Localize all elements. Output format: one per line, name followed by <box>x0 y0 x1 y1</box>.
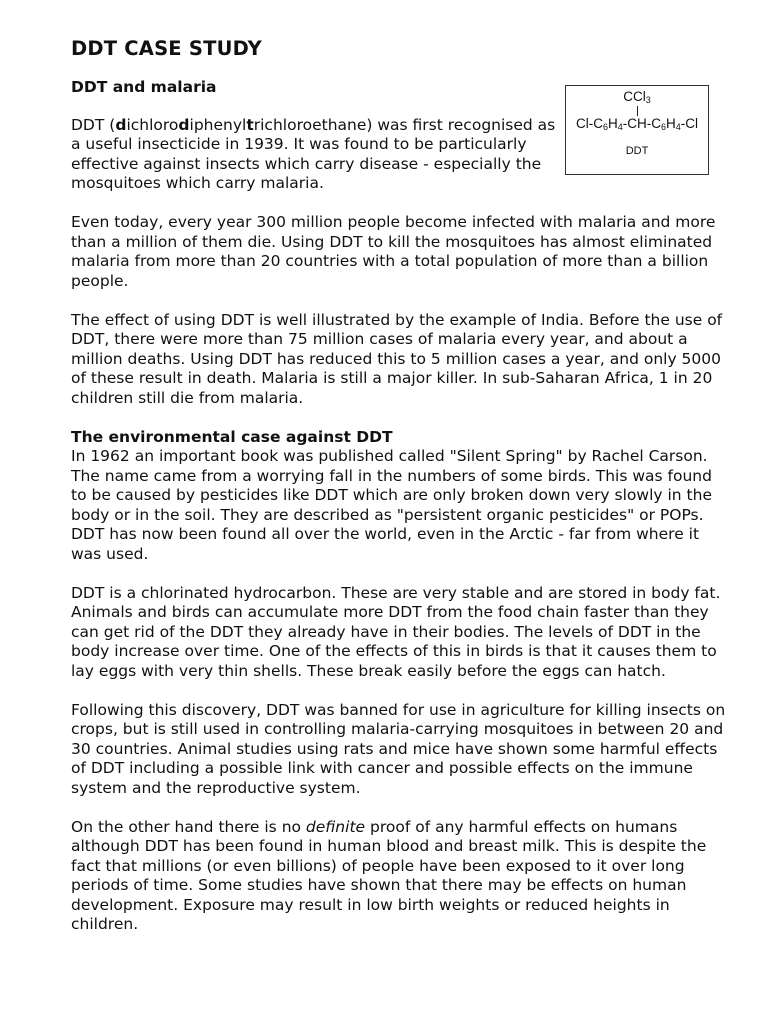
structure-ccl3-group: CCl$_3$ <box>623 89 651 105</box>
paragraph-ban: Following this discovery, DDT was banned for use in agriculture for killing insects on crops, but is still used in controlling malaria-carrying mosquitoes in between 20 and 30 countries. Animal studies using rats and mice have shown some harmful effects of DDT including a possible link with cancer and possible effects on the immune system and the reproductive system. <box>71 700 726 797</box>
section-heading-ddt-and-malaria: DDT and malaria <box>71 78 217 96</box>
ddt-structure-diagram <box>565 85 709 175</box>
paragraph-silent-spring: In 1962 an important book was published called "Silent Spring" by Rachel Carson. The name came from a worrying fall in the numbers of some birds. This was found to be caused by pesticides like DDT which are only broken down very slowly in the body or in the soil. They are described as "persistent organic pesticides" or POPs. DDT has now been found all over the world, even in the Arctic - far from where it was used. <box>71 447 712 563</box>
intro-paragraph: DDT (dichlorodiphenyltrichloroethane) was first recognised as a useful insecticide in 1939. It was found to be particularly effective against insects which carry disease - especially the mosquitoes which carry malaria. <box>71 115 556 192</box>
document-title: DDT CASE STUDY <box>71 37 262 60</box>
structure-formula: $Cl-C_6H_4-CH-C_6H_4-Cl$ <box>575 116 699 132</box>
paragraph-malaria-statistics: Even today, every year 300 million people become infected with malaria and more than a million of them die. Using DDT to kill the mosquitoes has almost eliminated malaria from more than 20 countries with a total population of more than a billion people. <box>71 213 716 290</box>
paragraph-chlorinated-hydrocarbon: DDT is a chlorinated hydrocarbon. These are very stable and are stored in body fat. Animals and birds can accumulate more DDT from the food chain faster than they can get rid of the DDT they already have in their bodies. The levels of DDT in the body increase over time. One of the effects of this in birds is that it causes them to lay eggs with very thin shells. These break easily before the eggs can hatch. <box>71 583 721 680</box>
paragraph-india-example: The effect of using DDT is well illustrated by the example of India. Before the use of DDT, there were more than 75 million cases of malaria every year, and about a million deaths. Using DDT has reduced this to 5 million cases a year, and only 5000 of these result in death. Malaria is still a major killer. In sub-Saharan Africa, 1 in 20 children still die from malaria. <box>71 310 723 407</box>
structure-label: DDT <box>625 145 649 157</box>
section-heading-environmental-case: The environmental case against DDT <box>71 427 393 446</box>
paragraph-human-effects: On the other hand there is no definite proof of any harmful effects on humans although DDT has been found in human blood and breast milk. This is despite the fact that millions (or even billions) of people have been exposed to it over long periods of time. Some studies have shown that there may be effects on human development. Exposure may result in low birth weights or reduced heights in children. <box>71 817 707 933</box>
